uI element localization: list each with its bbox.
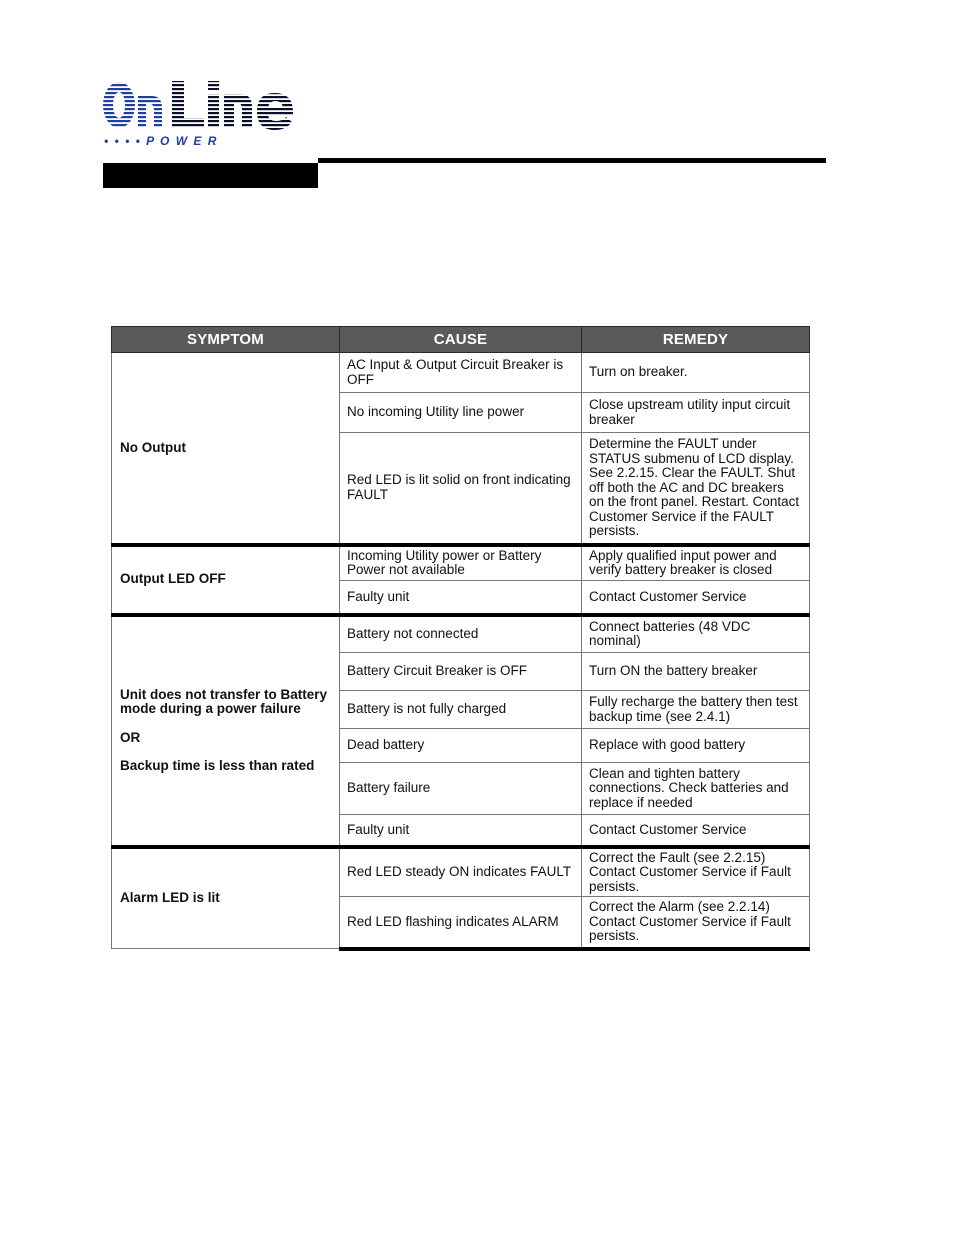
remedy-cell: Correct the Fault (see 2.2.15) Contact Customer Service if Fault persists. <box>582 847 810 897</box>
cause-cell: Faulty unit <box>340 815 582 847</box>
logo-power-text: • • • • P O W E R <box>104 134 218 148</box>
cause-cell: Battery not connected <box>340 615 582 653</box>
remedy-cell: Apply qualified input power and verify battery breaker is closed <box>582 545 810 581</box>
header-symptom: SYMPTOM <box>112 327 340 353</box>
remedy-cell: Clean and tighten battery connections. Check batteries and replace if needed <box>582 763 810 815</box>
table-row <box>112 847 810 897</box>
header-rule <box>318 158 826 163</box>
header-cause: CAUSE <box>340 327 582 353</box>
table-row <box>112 615 810 653</box>
remedy-cell: Connect batteries (48 VDC nominal) <box>582 615 810 653</box>
cause-cell: Battery is not fully charged <box>340 691 582 729</box>
remedy-cell: Correct the Alarm (see 2.2.14) Contact Customer Service if Fault persists. <box>582 897 810 949</box>
remedy-cell: Turn on breaker. <box>582 353 810 393</box>
remedy-cell: Replace with good battery <box>582 729 810 763</box>
table-row <box>112 545 810 581</box>
cause-cell: Faulty unit <box>340 581 582 615</box>
symptom-line: Backup time is less than rated <box>120 758 315 773</box>
troubleshooting-table <box>111 326 810 951</box>
cause-cell: Red LED flashing indicates ALARM <box>340 897 582 949</box>
header-remedy: REMEDY <box>582 327 810 353</box>
remedy-cell: Turn ON the battery breaker <box>582 653 810 691</box>
cause-cell: Battery failure <box>340 763 582 815</box>
symptom-cell: Output LED OFF <box>112 545 340 615</box>
symptom-line: Unit does not transfer to Battery mode during a power failure <box>120 686 328 716</box>
redacted-header-block <box>103 163 318 188</box>
remedy-cell: Fully recharge the battery then test backup time (see 2.4.1) <box>582 691 810 729</box>
remedy-cell: Close upstream utility input circuit breaker <box>582 393 810 433</box>
online-power-logo <box>100 76 300 150</box>
cause-cell: Battery Circuit Breaker is OFF <box>340 653 582 691</box>
remedy-cell: Contact Customer Service <box>582 815 810 847</box>
table-row <box>112 353 810 393</box>
cause-cell: Incoming Utility power or Battery Power not available <box>340 545 582 581</box>
symptom-or: OR <box>120 729 141 745</box>
remedy-cell: Contact Customer Service <box>582 581 810 615</box>
symptom-cell: No Output <box>112 353 340 545</box>
symptom-cell: Alarm LED is lit <box>112 847 340 949</box>
symptom-cell <box>112 615 340 847</box>
remedy-cell: Determine the FAULT under STATUS submenu of LCD display. See 2.2.15. Clear the FAULT. Shut off both the AC and DC breakers on the front panel. Restart. Contact Customer Service if the FAULT persists. <box>582 433 810 545</box>
cause-cell: Dead battery <box>340 729 582 763</box>
cause-cell: Red LED steady ON indicates FAULT <box>340 847 582 897</box>
cause-cell: No incoming Utility line power <box>340 393 582 433</box>
table-header-row <box>112 327 810 353</box>
cause-cell: AC Input & Output Circuit Breaker is OFF <box>340 353 582 393</box>
cause-cell: Red LED is lit solid on front indicating FAULT <box>340 433 582 545</box>
